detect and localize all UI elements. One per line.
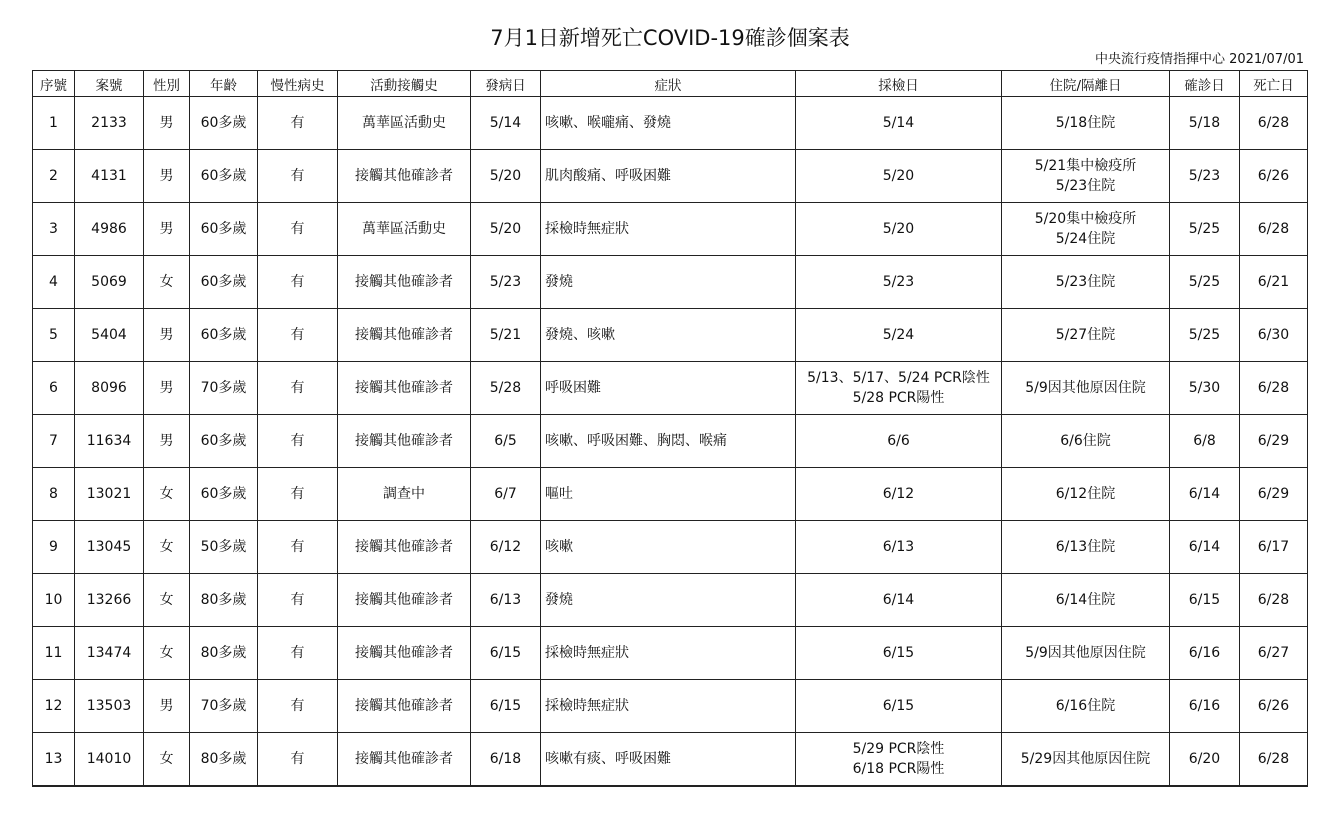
cell-chronic-history: 有 bbox=[258, 256, 338, 309]
cell-hospitalization-date-line: 6/12住院 bbox=[1055, 486, 1116, 502]
cell-test-date-line: 5/20 bbox=[882, 168, 915, 184]
cell-age: 60多歲 bbox=[190, 203, 258, 256]
cell-symptoms: 採檢時無症狀 bbox=[541, 203, 796, 256]
cell-test-date-line: 6/18 PCR陽性 bbox=[852, 761, 945, 777]
cell-onset-date: 6/5 bbox=[471, 415, 541, 468]
cell-hospitalization-date bbox=[1002, 203, 1170, 256]
case-table-body bbox=[33, 97, 1308, 787]
table-row bbox=[33, 362, 1308, 415]
cell-contact-history: 萬華區活動史 bbox=[338, 203, 471, 256]
header-death-date: 死亡日 bbox=[1240, 71, 1308, 97]
cell-test-date bbox=[796, 362, 1002, 415]
header-case-number: 案號 bbox=[75, 71, 144, 97]
cell-hospitalization-date bbox=[1002, 627, 1170, 680]
table-row bbox=[33, 627, 1308, 680]
cell-age: 80多歲 bbox=[190, 733, 258, 787]
cell-age: 70多歲 bbox=[190, 362, 258, 415]
cell-death-date: 6/30 bbox=[1240, 309, 1308, 362]
cell-sex: 男 bbox=[144, 97, 190, 150]
cell-age: 80多歲 bbox=[190, 627, 258, 680]
cell-age: 60多歲 bbox=[190, 468, 258, 521]
table-row bbox=[33, 521, 1308, 574]
cell-death-date: 6/28 bbox=[1240, 362, 1308, 415]
cell-hospitalization-date bbox=[1002, 733, 1170, 787]
table-row bbox=[33, 150, 1308, 203]
cell-chronic-history: 有 bbox=[258, 415, 338, 468]
cell-hospitalization-date-line: 5/18住院 bbox=[1055, 115, 1116, 131]
cell-hospitalization-date-line: 5/20集中檢疫所 bbox=[1034, 211, 1137, 227]
cell-symptoms: 採檢時無症狀 bbox=[541, 627, 796, 680]
cell-hospitalization-date bbox=[1002, 521, 1170, 574]
cell-symptoms: 發燒 bbox=[541, 256, 796, 309]
cell-confirm-date: 5/18 bbox=[1170, 97, 1240, 150]
cell-test-date-line: 5/29 PCR陰性 bbox=[852, 741, 945, 757]
table-row bbox=[33, 733, 1308, 787]
cell-symptoms: 發燒 bbox=[541, 574, 796, 627]
table-row bbox=[33, 680, 1308, 733]
cell-chronic-history: 有 bbox=[258, 521, 338, 574]
source-note: 中央流行疫情指揮中心 2021/07/01 bbox=[1094, 52, 1304, 67]
cell-symptoms: 肌肉酸痛、呼吸困難 bbox=[541, 150, 796, 203]
cell-age: 50多歲 bbox=[190, 521, 258, 574]
cell-chronic-history: 有 bbox=[258, 574, 338, 627]
cell-hospitalization-date bbox=[1002, 97, 1170, 150]
cell-death-date: 6/29 bbox=[1240, 415, 1308, 468]
cell-contact-history: 接觸其他確診者 bbox=[338, 627, 471, 680]
cell-contact-history: 萬華區活動史 bbox=[338, 97, 471, 150]
header-chronic-history: 慢性病史 bbox=[258, 71, 338, 97]
cell-age: 60多歲 bbox=[190, 415, 258, 468]
cell-hospitalization-date-line: 5/9因其他原因住院 bbox=[1025, 645, 1146, 661]
cell-sex: 男 bbox=[144, 415, 190, 468]
cell-onset-date: 6/18 bbox=[471, 733, 541, 787]
cell-case-number: 13474 bbox=[75, 627, 144, 680]
cell-hospitalization-date bbox=[1002, 362, 1170, 415]
cell-serial: 12 bbox=[33, 680, 75, 733]
cell-age: 70多歲 bbox=[190, 680, 258, 733]
cell-onset-date: 5/21 bbox=[471, 309, 541, 362]
cell-test-date-line: 6/15 bbox=[882, 645, 915, 661]
header-sex: 性別 bbox=[144, 71, 190, 97]
cell-test-date-line: 6/13 bbox=[882, 539, 915, 555]
cell-case-number: 5404 bbox=[75, 309, 144, 362]
cell-serial: 8 bbox=[33, 468, 75, 521]
cell-sex: 女 bbox=[144, 627, 190, 680]
cell-contact-history: 接觸其他確診者 bbox=[338, 680, 471, 733]
cell-hospitalization-date bbox=[1002, 468, 1170, 521]
case-table bbox=[32, 70, 1308, 787]
cell-chronic-history: 有 bbox=[258, 468, 338, 521]
cell-case-number: 13503 bbox=[75, 680, 144, 733]
cell-confirm-date: 6/16 bbox=[1170, 680, 1240, 733]
cell-onset-date: 6/15 bbox=[471, 627, 541, 680]
cell-contact-history: 接觸其他確診者 bbox=[338, 415, 471, 468]
cell-contact-history: 調查中 bbox=[338, 468, 471, 521]
cell-death-date: 6/28 bbox=[1240, 733, 1308, 787]
cell-sex: 女 bbox=[144, 521, 190, 574]
cell-death-date: 6/28 bbox=[1240, 97, 1308, 150]
cell-confirm-date: 5/23 bbox=[1170, 150, 1240, 203]
cell-case-number: 14010 bbox=[75, 733, 144, 787]
cell-hospitalization-date-line: 6/14住院 bbox=[1055, 592, 1116, 608]
cell-hospitalization-date-line: 5/27住院 bbox=[1055, 327, 1116, 343]
cell-onset-date: 6/12 bbox=[471, 521, 541, 574]
cell-hospitalization-date bbox=[1002, 150, 1170, 203]
cell-age: 60多歲 bbox=[190, 97, 258, 150]
cell-test-date-line: 5/20 bbox=[882, 221, 915, 237]
cell-case-number: 4131 bbox=[75, 150, 144, 203]
cell-sex: 女 bbox=[144, 574, 190, 627]
cell-contact-history: 接觸其他確診者 bbox=[338, 362, 471, 415]
cell-confirm-date: 6/15 bbox=[1170, 574, 1240, 627]
cell-test-date bbox=[796, 733, 1002, 787]
cell-symptoms: 採檢時無症狀 bbox=[541, 680, 796, 733]
cell-contact-history: 接觸其他確診者 bbox=[338, 574, 471, 627]
cell-test-date bbox=[796, 680, 1002, 733]
cell-hospitalization-date-line: 5/23住院 bbox=[1055, 178, 1116, 194]
cell-onset-date: 5/28 bbox=[471, 362, 541, 415]
cell-chronic-history: 有 bbox=[258, 309, 338, 362]
cell-contact-history: 接觸其他確診者 bbox=[338, 256, 471, 309]
cell-hospitalization-date bbox=[1002, 309, 1170, 362]
cell-symptoms: 嘔吐 bbox=[541, 468, 796, 521]
cell-hospitalization-date-line: 6/6住院 bbox=[1060, 433, 1111, 449]
cell-age: 60多歲 bbox=[190, 256, 258, 309]
table-row bbox=[33, 97, 1308, 150]
cell-serial: 10 bbox=[33, 574, 75, 627]
cell-death-date: 6/27 bbox=[1240, 627, 1308, 680]
cell-hospitalization-date bbox=[1002, 574, 1170, 627]
cell-symptoms: 咳嗽 bbox=[541, 521, 796, 574]
cell-symptoms: 咳嗽、呼吸困難、胸悶、喉痛 bbox=[541, 415, 796, 468]
cell-case-number: 5069 bbox=[75, 256, 144, 309]
header-confirm-date: 確診日 bbox=[1170, 71, 1240, 97]
cell-chronic-history: 有 bbox=[258, 362, 338, 415]
cell-onset-date: 5/14 bbox=[471, 97, 541, 150]
cell-onset-date: 6/7 bbox=[471, 468, 541, 521]
cell-confirm-date: 5/25 bbox=[1170, 203, 1240, 256]
header-age: 年齡 bbox=[190, 71, 258, 97]
cell-hospitalization-date-line: 6/13住院 bbox=[1055, 539, 1116, 555]
header-serial: 序號 bbox=[33, 71, 75, 97]
cell-chronic-history: 有 bbox=[258, 97, 338, 150]
cell-serial: 11 bbox=[33, 627, 75, 680]
page-title: 7月1日新增死亡COVID-19確診個案表 bbox=[490, 26, 850, 50]
cell-serial: 6 bbox=[33, 362, 75, 415]
cell-sex: 女 bbox=[144, 256, 190, 309]
cell-death-date: 6/21 bbox=[1240, 256, 1308, 309]
cell-case-number: 4986 bbox=[75, 203, 144, 256]
cell-test-date bbox=[796, 97, 1002, 150]
cell-test-date-line: 5/23 bbox=[882, 274, 915, 290]
cell-death-date: 6/29 bbox=[1240, 468, 1308, 521]
cell-contact-history: 接觸其他確診者 bbox=[338, 733, 471, 787]
cell-case-number: 13266 bbox=[75, 574, 144, 627]
cell-onset-date: 5/20 bbox=[471, 150, 541, 203]
header-contact-history: 活動接觸史 bbox=[338, 71, 471, 97]
header-hospitalization-date: 住院/隔離日 bbox=[1002, 71, 1170, 97]
cell-onset-date: 5/20 bbox=[471, 203, 541, 256]
table-row bbox=[33, 256, 1308, 309]
cell-serial: 3 bbox=[33, 203, 75, 256]
cell-test-date bbox=[796, 468, 1002, 521]
cell-serial: 7 bbox=[33, 415, 75, 468]
cell-death-date: 6/26 bbox=[1240, 150, 1308, 203]
cell-test-date bbox=[796, 203, 1002, 256]
cell-death-date: 6/17 bbox=[1240, 521, 1308, 574]
cell-hospitalization-date-line: 5/29因其他原因住院 bbox=[1020, 751, 1151, 767]
cell-symptoms: 咳嗽、喉嚨痛、發燒 bbox=[541, 97, 796, 150]
cell-test-date bbox=[796, 256, 1002, 309]
cell-case-number: 11634 bbox=[75, 415, 144, 468]
cell-sex: 男 bbox=[144, 203, 190, 256]
cell-onset-date: 6/13 bbox=[471, 574, 541, 627]
cell-hospitalization-date-line: 5/9因其他原因住院 bbox=[1025, 380, 1146, 396]
cell-case-number: 8096 bbox=[75, 362, 144, 415]
cell-chronic-history: 有 bbox=[258, 733, 338, 787]
cell-test-date bbox=[796, 627, 1002, 680]
cell-hospitalization-date-line: 5/21集中檢疫所 bbox=[1034, 158, 1137, 174]
cell-test-date bbox=[796, 415, 1002, 468]
cell-serial: 1 bbox=[33, 97, 75, 150]
cell-sex: 男 bbox=[144, 680, 190, 733]
cell-chronic-history: 有 bbox=[258, 627, 338, 680]
cell-confirm-date: 6/20 bbox=[1170, 733, 1240, 787]
cell-confirm-date: 6/8 bbox=[1170, 415, 1240, 468]
cell-death-date: 6/28 bbox=[1240, 203, 1308, 256]
cell-serial: 4 bbox=[33, 256, 75, 309]
cell-hospitalization-date bbox=[1002, 256, 1170, 309]
cell-confirm-date: 5/30 bbox=[1170, 362, 1240, 415]
cell-hospitalization-date bbox=[1002, 415, 1170, 468]
cell-test-date-line: 6/15 bbox=[882, 698, 915, 714]
cell-test-date bbox=[796, 574, 1002, 627]
cell-test-date-line: 5/28 PCR陽性 bbox=[852, 390, 945, 406]
table-row bbox=[33, 415, 1308, 468]
header-row bbox=[33, 71, 1308, 97]
cell-test-date-line: 6/6 bbox=[887, 433, 910, 449]
cell-confirm-date: 6/14 bbox=[1170, 521, 1240, 574]
cell-confirm-date: 5/25 bbox=[1170, 309, 1240, 362]
cell-case-number: 13045 bbox=[75, 521, 144, 574]
cell-case-number: 2133 bbox=[75, 97, 144, 150]
cell-onset-date: 5/23 bbox=[471, 256, 541, 309]
cell-confirm-date: 6/16 bbox=[1170, 627, 1240, 680]
cell-chronic-history: 有 bbox=[258, 680, 338, 733]
cell-age: 60多歲 bbox=[190, 150, 258, 203]
cell-age: 60多歲 bbox=[190, 309, 258, 362]
cell-sex: 女 bbox=[144, 733, 190, 787]
cell-test-date bbox=[796, 521, 1002, 574]
cell-death-date: 6/26 bbox=[1240, 680, 1308, 733]
cell-sex: 男 bbox=[144, 309, 190, 362]
cell-test-date bbox=[796, 150, 1002, 203]
cell-symptoms: 呼吸困難 bbox=[541, 362, 796, 415]
cell-confirm-date: 5/25 bbox=[1170, 256, 1240, 309]
cell-symptoms: 咳嗽有痰、呼吸困難 bbox=[541, 733, 796, 787]
cell-test-date-line: 5/13、5/17、5/24 PCR陰性 bbox=[807, 370, 990, 386]
cell-hospitalization-date-line: 5/23住院 bbox=[1055, 274, 1116, 290]
cell-test-date-line: 6/12 bbox=[882, 486, 915, 502]
header-symptoms: 症狀 bbox=[541, 71, 796, 97]
cell-serial: 5 bbox=[33, 309, 75, 362]
cell-sex: 男 bbox=[144, 362, 190, 415]
cell-case-number: 13021 bbox=[75, 468, 144, 521]
cell-chronic-history: 有 bbox=[258, 203, 338, 256]
cell-confirm-date: 6/14 bbox=[1170, 468, 1240, 521]
cell-contact-history: 接觸其他確診者 bbox=[338, 309, 471, 362]
cell-hospitalization-date-line: 5/24住院 bbox=[1055, 231, 1116, 247]
cell-death-date: 6/28 bbox=[1240, 574, 1308, 627]
cell-test-date-line: 5/14 bbox=[882, 115, 915, 131]
cell-test-date-line: 6/14 bbox=[882, 592, 915, 608]
cell-chronic-history: 有 bbox=[258, 150, 338, 203]
cell-contact-history: 接觸其他確診者 bbox=[338, 521, 471, 574]
cell-contact-history: 接觸其他確診者 bbox=[338, 150, 471, 203]
cell-sex: 男 bbox=[144, 150, 190, 203]
header-test-date: 採檢日 bbox=[796, 71, 1002, 97]
cell-test-date-line: 5/24 bbox=[882, 327, 915, 343]
cell-serial: 13 bbox=[33, 733, 75, 787]
cell-hospitalization-date bbox=[1002, 680, 1170, 733]
cell-sex: 女 bbox=[144, 468, 190, 521]
cell-symptoms: 發燒、咳嗽 bbox=[541, 309, 796, 362]
cell-serial: 2 bbox=[33, 150, 75, 203]
header-onset-date: 發病日 bbox=[471, 71, 541, 97]
table-row bbox=[33, 574, 1308, 627]
cell-hospitalization-date-line: 6/16住院 bbox=[1055, 698, 1116, 714]
cell-age: 80多歲 bbox=[190, 574, 258, 627]
table-row bbox=[33, 203, 1308, 256]
cell-serial: 9 bbox=[33, 521, 75, 574]
table-row bbox=[33, 468, 1308, 521]
cell-test-date bbox=[796, 309, 1002, 362]
table-row bbox=[33, 309, 1308, 362]
cell-onset-date: 6/15 bbox=[471, 680, 541, 733]
